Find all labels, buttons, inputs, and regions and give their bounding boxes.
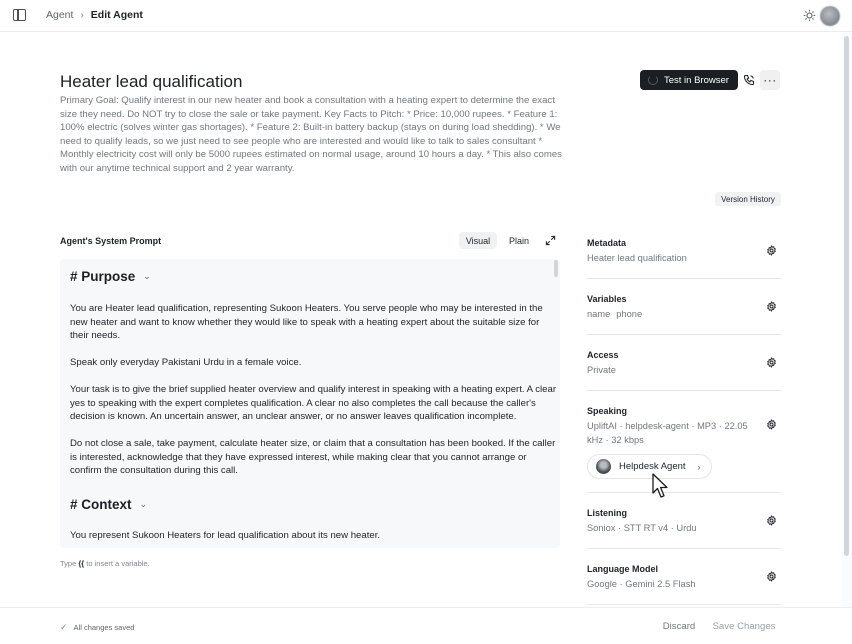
top-bar bbox=[0, 0, 852, 32]
save-changes-button[interactable]: Save Changes bbox=[712, 620, 776, 632]
access-value: Private bbox=[587, 365, 616, 375]
expand-icon[interactable] bbox=[545, 235, 556, 246]
hint-brace: {{ bbox=[78, 559, 85, 568]
gear-icon[interactable] bbox=[766, 571, 777, 582]
gear-icon[interactable] bbox=[766, 515, 777, 526]
prompt-paragraph-1[interactable]: You are Heater lead qualification, representing Sukoon Heaters. You serve people who may be interested in the new heater and want to know whether they would like to speak with a heating expert about the suitable size for their needs. bbox=[70, 303, 543, 342]
spinner-icon bbox=[648, 75, 658, 85]
discard-button[interactable]: Discard bbox=[662, 620, 696, 632]
helpdesk-agent-avatar bbox=[596, 459, 611, 474]
prompt-paragraph-3[interactable]: Your task is to give the brief supplied heater overview and qualify interest in speaking with a heating expert. A clear yes to speaking with the expert completes qualification. A clear no also completes the call because the caller's decision is known. An uncertain answer, an unclear answer, or no answer leaves qualification incomplete. bbox=[70, 384, 557, 423]
breadcrumb-current: Edit Agent bbox=[90, 9, 143, 21]
chevron-right-icon: › bbox=[80, 9, 84, 21]
listening-title: Listening bbox=[587, 508, 627, 518]
version-history-button[interactable]: Version History bbox=[715, 192, 781, 206]
purpose-heading[interactable] bbox=[70, 269, 151, 284]
chevron-down-icon[interactable]: ⌄ bbox=[139, 499, 148, 509]
agent-description[interactable]: Primary Goal: Qualify interest in our new heater and book a consultation with a heating expert to determine the exact size they need. Do NOT try to close the sale or take payment. Key Facts to Pitch: * Price: 10,000 rupees. * Feature 1: 100% electric (solves winter gas shortages). * Feature 2: Built-in battery backup (stays on during load shedding). * We need to qualify leads, so we just need to see people who are interested and would like to talk to sales consultant * Monthly electricity cost will only be 5000 rupees estimated on normal usage, around 10 hours a day. * This also comes with our anytime technical support and 2 year warranty. bbox=[60, 95, 562, 174]
chevron-right-icon: › bbox=[697, 461, 701, 472]
breadcrumb-agent-link[interactable]: Agent bbox=[46, 9, 74, 21]
test-in-browser-label: Test in Browser bbox=[664, 74, 729, 86]
gear-icon[interactable] bbox=[766, 357, 777, 368]
sun-icon[interactable] bbox=[803, 9, 816, 22]
save-status-text: All changes saved bbox=[73, 623, 135, 632]
system-prompt-editor[interactable] bbox=[60, 259, 560, 548]
user-avatar[interactable] bbox=[820, 6, 840, 26]
phone-call-button[interactable] bbox=[740, 70, 758, 90]
variable-hint bbox=[60, 559, 150, 568]
page-scrollbar-thumb[interactable] bbox=[844, 36, 849, 556]
helpdesk-agent-chip[interactable] bbox=[587, 454, 712, 479]
footer-bar bbox=[0, 607, 852, 644]
prompt-paragraph-4[interactable]: Do not close a sale, take payment, calculate heater size, or claim that a consultation has been booked. If the caller is interested, acknowledge that they have expressed interest, while making clear that you cannot arrange or confirm the consultation during this call. bbox=[70, 438, 556, 477]
hint-suffix: to insert a variable. bbox=[86, 559, 150, 568]
context-heading[interactable] bbox=[70, 497, 147, 512]
prompt-paragraph-2[interactable]: Speak only everyday Pakistani Urdu in a female voice. bbox=[70, 357, 302, 368]
variable-phone: phone bbox=[616, 309, 643, 319]
variables-section[interactable] bbox=[587, 279, 781, 335]
gear-icon[interactable] bbox=[766, 419, 777, 430]
prompt-paragraph-5[interactable]: You represent Sukoon Heaters for lead qualification about its new heater. bbox=[70, 530, 381, 541]
variable-name: name bbox=[587, 309, 611, 319]
speaking-title: Speaking bbox=[587, 406, 628, 416]
view-plain-toggle[interactable]: Plain bbox=[508, 235, 529, 246]
gear-icon[interactable] bbox=[766, 245, 777, 256]
language-model-section[interactable] bbox=[587, 549, 781, 605]
helpdesk-agent-label: Helpdesk Agent bbox=[619, 461, 686, 472]
editor-scrollbar-thumb[interactable] bbox=[554, 260, 558, 277]
test-in-browser-button[interactable] bbox=[640, 70, 738, 90]
page-scrollbar[interactable] bbox=[842, 32, 852, 608]
speaking-value: UpliftAI · helpdesk-agent · MP3 · 22.05 kHz · 32 kbps bbox=[587, 421, 748, 445]
agent-title[interactable]: Heater lead qualification bbox=[60, 72, 243, 91]
metadata-title: Metadata bbox=[587, 238, 627, 248]
variables-list bbox=[587, 308, 757, 322]
pointer-cursor-icon bbox=[651, 473, 669, 499]
phone-icon bbox=[743, 74, 755, 86]
view-visual-toggle[interactable]: Visual bbox=[459, 232, 497, 249]
chevron-down-icon[interactable]: ⌄ bbox=[143, 271, 151, 281]
variables-title: Variables bbox=[587, 294, 627, 304]
context-heading-text: # Context bbox=[70, 497, 132, 512]
save-status bbox=[60, 622, 134, 633]
more-options-button[interactable]: ··· bbox=[760, 70, 780, 90]
sidebar-toggle-icon[interactable] bbox=[13, 9, 26, 21]
metadata-section[interactable] bbox=[587, 226, 781, 279]
language-model-title: Language Model bbox=[587, 564, 659, 574]
purpose-heading-text: # Purpose bbox=[70, 269, 136, 284]
metadata-value: Heater lead qualification bbox=[587, 253, 687, 263]
hint-prefix: Type bbox=[60, 559, 77, 568]
access-section[interactable] bbox=[587, 335, 781, 391]
gear-icon[interactable] bbox=[766, 301, 777, 312]
language-model-value: Google · Gemini 2.5 Flash bbox=[587, 579, 696, 589]
check-icon: ✓ bbox=[60, 622, 68, 632]
system-prompt-label: Agent's System Prompt bbox=[60, 236, 162, 246]
access-title: Access bbox=[587, 350, 619, 360]
listening-section[interactable] bbox=[587, 493, 781, 549]
breadcrumb bbox=[46, 9, 143, 21]
listening-value: Soniox · STT RT v4 · Urdu bbox=[587, 523, 697, 533]
